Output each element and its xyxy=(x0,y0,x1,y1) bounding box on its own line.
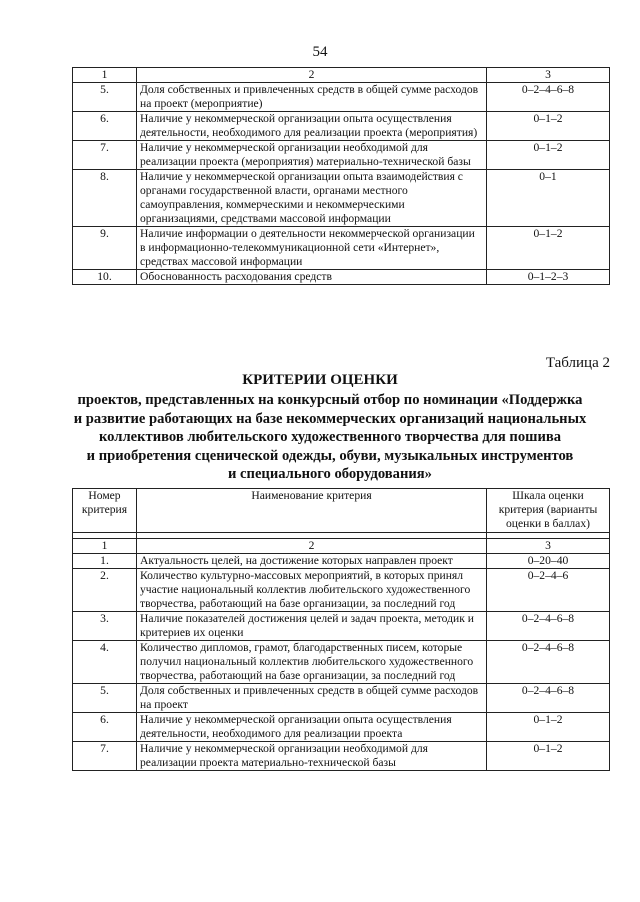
criterion-text: Наличие у некоммерческой организации опыта взаимодействия с органами государственной власти, органами местного самоуправления, коммерческими и некоммерческими организациями, средствами массовой информации xyxy=(137,170,487,227)
criterion-score: 0–2–4–6–8 xyxy=(487,612,610,641)
table-row xyxy=(73,141,610,170)
criterion-text: Обоснованность расходования средств xyxy=(137,270,487,285)
table-column-headers xyxy=(73,489,610,533)
page-number: 54 xyxy=(312,44,328,60)
subtitle-line: и специального оборудования» xyxy=(228,466,432,482)
criterion-score: 0–1–2 xyxy=(487,112,610,141)
criterion-text: Наличие у некоммерческой организации необходимой для реализации проекта материально-технической базы xyxy=(137,742,487,771)
criterion-text: Наличие у некоммерческой организации опыта осуществления деятельности, необходимого для реализации проекта (мероприятия) xyxy=(137,112,487,141)
criterion-score: 0–1–2 xyxy=(487,713,610,742)
criterion-score: 0–1 xyxy=(487,170,610,227)
criterion-number: 7. xyxy=(73,141,137,170)
table-row xyxy=(73,554,610,569)
criterion-number: 6. xyxy=(73,713,137,742)
criterion-score: 0–1–2 xyxy=(487,141,610,170)
criterion-number: 4. xyxy=(73,641,137,684)
column-index: 1 xyxy=(73,539,137,554)
table-row xyxy=(73,270,610,285)
table-row xyxy=(73,83,610,112)
table-row xyxy=(73,569,610,612)
table-row xyxy=(73,742,610,771)
subtitle-line: и развитие работающих на базе некоммерческих организаций национальных xyxy=(73,410,587,427)
criterion-score: 0–20–40 xyxy=(487,554,610,569)
column-index: 2 xyxy=(137,539,487,554)
criterion-score: 0–2–4–6–8 xyxy=(487,641,610,684)
column-header: Номер критерия xyxy=(73,489,137,533)
criterion-number: 1. xyxy=(73,554,137,569)
column-header: Наименование критерия xyxy=(137,489,487,533)
table-row xyxy=(73,227,610,270)
criterion-text: Количество культурно-массовых мероприятий, в которых принял участие национальный коллектив любительского художественного творчества, работающий на базе организации, за последний год xyxy=(137,569,487,612)
criterion-score: 0–1–2 xyxy=(487,227,610,270)
criterion-number: 6. xyxy=(73,112,137,141)
column-index: 3 xyxy=(487,539,610,554)
criterion-score: 0–2–4–6 xyxy=(487,569,610,612)
column-index: 3 xyxy=(487,68,610,83)
criteria-title: КРИТЕРИИ ОЦЕНКИ xyxy=(242,372,398,388)
criterion-number: 7. xyxy=(73,742,137,771)
criterion-number: 10. xyxy=(73,270,137,285)
criterion-text: Доля собственных и привлеченных средств в общей сумме расходов на проект (мероприятие) xyxy=(137,83,487,112)
table-label: Таблица 2 xyxy=(545,355,610,371)
criterion-number: 8. xyxy=(73,170,137,227)
column-index: 2 xyxy=(137,68,487,83)
criterion-text: Наличие информации о деятельности некоммерческой организации в информационно-телекоммуникационной сети «Интернет», средствах массовой информации xyxy=(137,227,487,270)
criterion-text: Количество дипломов, грамот, благодарственных писем, которые получил национальный коллектив любительского художественного творчества, работающий на базе организации, за последний год xyxy=(137,641,487,684)
criterion-text: Актуальность целей, на достижение которых направлен проект xyxy=(137,554,487,569)
criteria-subtitle xyxy=(20,391,640,484)
criterion-number: 9. xyxy=(73,227,137,270)
criterion-number: 5. xyxy=(73,83,137,112)
criteria-table-2 xyxy=(72,488,610,771)
table-row xyxy=(73,112,610,141)
criterion-text: Наличие у некоммерческой организации необходимой для реализации проекта (мероприятия) материально-технической базы xyxy=(137,141,487,170)
table-row xyxy=(73,170,610,227)
table-row xyxy=(73,684,610,713)
criterion-text: Доля собственных и привлеченных средств в общей сумме расходов на проект xyxy=(137,684,487,713)
table-row xyxy=(73,641,610,684)
table-header-row xyxy=(73,68,610,83)
table-row xyxy=(73,713,610,742)
criterion-score: 0–2–4–6–8 xyxy=(487,83,610,112)
subtitle-line: и приобретения сценической одежды, обуви, музыкальных инструментов xyxy=(86,447,574,464)
table-row xyxy=(73,612,610,641)
criterion-number: 2. xyxy=(73,569,137,612)
criterion-score: 0–1–2 xyxy=(487,742,610,771)
table-index-row xyxy=(73,539,610,554)
criterion-text: Наличие показателей достижения целей и задач проекта, методик и критериев их оценки xyxy=(137,612,487,641)
criterion-score: 0–2–4–6–8 xyxy=(487,684,610,713)
subtitle-line: проектов, представленных на конкурсный отбор по номинации «Поддержка xyxy=(77,392,583,408)
subtitle-line: коллективов любительского художественного творчества для пошива xyxy=(98,429,562,445)
column-index: 1 xyxy=(73,68,137,83)
criteria-table-continued xyxy=(72,67,610,285)
criterion-number: 5. xyxy=(73,684,137,713)
criterion-number: 3. xyxy=(73,612,137,641)
criterion-score: 0–1–2–3 xyxy=(487,270,610,285)
criterion-text: Наличие у некоммерческой организации опыта осуществления деятельности, необходимого для реализации проекта xyxy=(137,713,487,742)
column-header: Шкала оценки критерия (варианты оценки в баллах) xyxy=(487,489,610,533)
